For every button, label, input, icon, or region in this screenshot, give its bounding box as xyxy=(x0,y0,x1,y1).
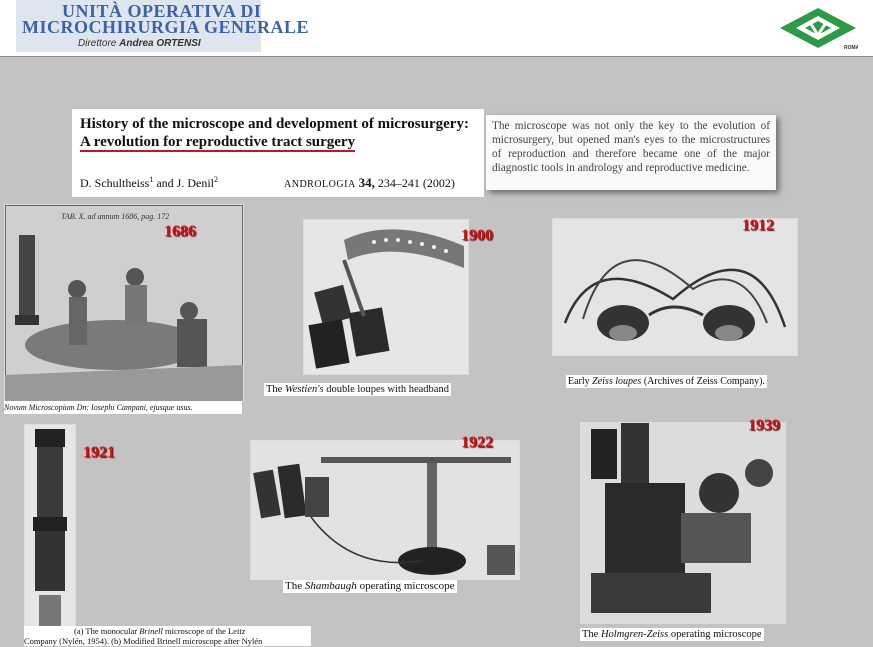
photo-1686 xyxy=(4,204,244,402)
caption-1921-pre: (a) The monocular xyxy=(74,626,140,636)
caption-1912-pre: Early xyxy=(568,376,593,387)
year-1939: 1939 xyxy=(748,417,780,434)
year-1686: 1686 xyxy=(164,223,196,240)
photo-1900 xyxy=(303,219,469,375)
paper-journal xyxy=(284,175,455,191)
year-1912: 1912 xyxy=(742,217,774,234)
year-1921: 1921 xyxy=(83,444,115,461)
microsurgery-emblem-icon xyxy=(778,4,858,52)
caption-1912 xyxy=(566,375,767,388)
director-line xyxy=(78,38,201,49)
photo-1939 xyxy=(580,422,786,624)
caption-1921-post: microscope of the Leitz xyxy=(162,626,246,636)
caption-1922 xyxy=(283,580,457,593)
author-1: D. Schultheiss xyxy=(80,176,150,190)
author-2-sup: 2 xyxy=(214,175,218,184)
caption-1939-pre: The xyxy=(582,629,601,640)
caption-1921-em: Brinell xyxy=(139,626,163,636)
logo-line-1: UNITÀ OPERATIVA DI xyxy=(62,1,262,21)
abstract-box xyxy=(486,115,776,190)
abstract-text: The microscope was not only the key to the evolution of microsurgery, but opened man's eyes to the microstructures of reproduction and therefore became one of the major diagnostic tools in andrology and reproductive medicine. xyxy=(492,120,770,174)
caption-1921 xyxy=(24,626,311,646)
caption-1686: Novum Microscopium Dn: Iosephi Campani, ejusque usus. xyxy=(4,401,242,414)
paper-title xyxy=(80,115,480,151)
journal-volume: 34, xyxy=(358,175,375,190)
paper-title-part1: History of the microscope and development of microsurgery: xyxy=(80,116,469,132)
photo-1922 xyxy=(250,440,520,580)
logo-line-2: MICROCHIRURGIA GENERALE xyxy=(22,17,310,37)
director-label: Direttore xyxy=(78,38,117,49)
caption-1922-post: operating microscope xyxy=(356,580,455,592)
caption-1921-line2: Company (Nylén, 1954). (b) Modified Brinell microscope after Nylén xyxy=(24,636,263,646)
photo-1912 xyxy=(552,218,798,356)
paper-authors xyxy=(80,175,218,191)
caption-1900-post: double loupes with headband xyxy=(323,384,449,395)
paper-reference xyxy=(72,109,484,197)
author-1-sup: 1 xyxy=(149,175,154,184)
caption-1922-pre: The xyxy=(285,580,305,592)
year-1900: 1900 xyxy=(461,227,493,244)
journal-name: ANDROLOGIA xyxy=(284,179,356,190)
caption-1939-em: Holmgren-Zeiss xyxy=(600,629,669,640)
page-header xyxy=(0,0,873,57)
caption-1900-em: Westien's xyxy=(284,384,324,395)
plate-text: TAB. X. ad annum 1686, pag. 172 xyxy=(61,212,170,221)
photo-1921 xyxy=(24,424,76,642)
year-1922: 1922 xyxy=(461,434,493,451)
caption-1912-post: (Archives of Zeiss Company). xyxy=(641,376,765,387)
caption-1912-em: Zeiss loupes xyxy=(592,376,642,387)
journal-pages: 234–241 (2002) xyxy=(377,176,455,190)
unit-logo xyxy=(16,0,310,52)
director-name: Andrea ORTENSI xyxy=(119,38,201,49)
caption-1939 xyxy=(580,628,764,641)
caption-1939-post: operating microscope xyxy=(668,629,762,640)
emblem-city-text: ROMA xyxy=(844,45,858,51)
author-2: and J. Denil xyxy=(153,176,214,190)
caption-1900-pre: The xyxy=(266,384,285,395)
paper-title-highlight: A revolution for reproductive tract surgery xyxy=(80,134,356,150)
caption-1922-em: Shambaugh xyxy=(304,580,357,592)
caption-1900 xyxy=(264,383,451,396)
